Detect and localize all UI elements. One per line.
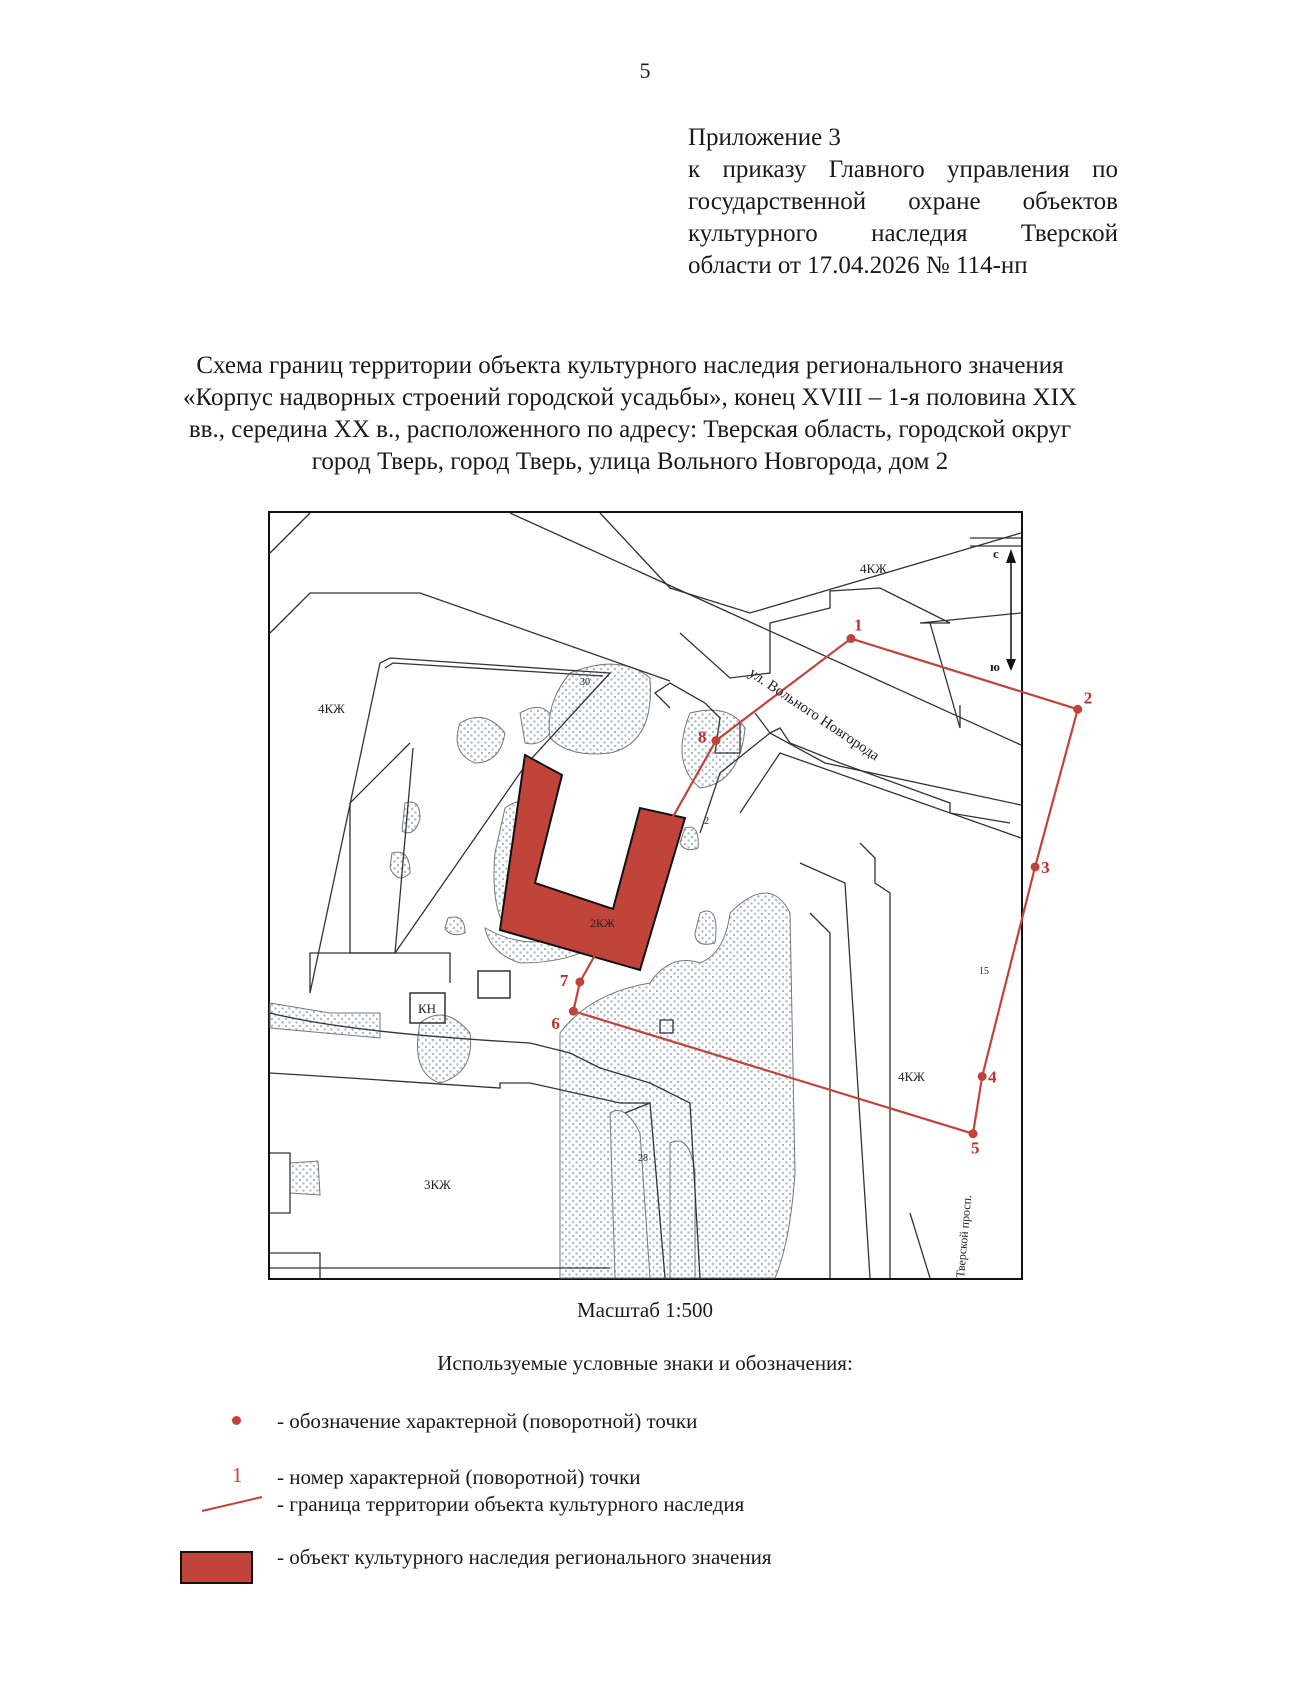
legend-object-swatch bbox=[180, 1551, 253, 1584]
boundary-point-label-2: 2 bbox=[1083, 688, 1093, 708]
boundary-point-4 bbox=[978, 1072, 987, 1081]
legend-object-text: - объект культурного наследия регионального значения bbox=[277, 1545, 772, 1569]
label-kn: КН bbox=[418, 1001, 437, 1016]
appendix-line-2: к приказу Главного управления по bbox=[688, 156, 1118, 183]
boundary-point-8 bbox=[711, 736, 720, 745]
label-house-15: 15 bbox=[979, 966, 989, 977]
label-4kzh-top: 4КЖ bbox=[860, 561, 887, 576]
boundary-point-2 bbox=[1073, 705, 1082, 714]
page-number: 5 bbox=[639, 58, 651, 83]
boundary-point-label-1: 1 bbox=[853, 615, 863, 635]
label-south: ю bbox=[990, 659, 1000, 674]
label-house-28: 28 bbox=[638, 1153, 648, 1164]
appendix-line-1: Приложение 3 bbox=[688, 124, 841, 151]
legend-boundary-text: - граница территории объекта культурного наследия bbox=[277, 1492, 745, 1516]
label-4kzh-left: 4КЖ bbox=[318, 701, 345, 716]
boundary-point-label-4: 4 bbox=[988, 1067, 997, 1087]
greenery-areas bbox=[270, 664, 795, 1278]
legend-number-text: - номер характерной (поворотной) точки bbox=[277, 1465, 641, 1489]
label-house-2: 2 bbox=[704, 816, 709, 827]
boundary-point-1 bbox=[846, 634, 855, 643]
north-arrow bbox=[1006, 549, 1016, 671]
boundary-point-label-6: 6 bbox=[551, 1014, 560, 1034]
legend-point-text: - обозначение характерной (поворотной) точки bbox=[277, 1409, 698, 1433]
label-3kzh: 3КЖ bbox=[424, 1177, 451, 1192]
heritage-object bbox=[500, 755, 685, 970]
appendix-line-4: культурного наследия Тверской bbox=[688, 220, 1118, 247]
legend-point-dot-icon bbox=[232, 1416, 241, 1425]
boundary-point-5 bbox=[968, 1129, 977, 1138]
legend-number-sample: 1 bbox=[232, 1463, 243, 1487]
boundary-point-label-7: 7 bbox=[559, 970, 569, 990]
appendix-block bbox=[688, 122, 1118, 282]
label-street-volnogo-novgoroda: ул. Вольного Новгорода bbox=[745, 665, 883, 765]
label-2kzh: 2КЖ bbox=[590, 916, 615, 930]
label-4kzh-right: 4КЖ bbox=[898, 1069, 925, 1084]
label-street-tverskoy: Тверской просп. bbox=[953, 1194, 975, 1279]
boundary-point-label-8: 8 bbox=[697, 727, 707, 747]
boundary-point-label-5: 5 bbox=[970, 1138, 980, 1158]
map-frame bbox=[268, 511, 1093, 1280]
label-house-30: 30 bbox=[580, 677, 590, 688]
boundary-point-label-3: 3 bbox=[1041, 857, 1050, 877]
boundary-point-7 bbox=[575, 977, 584, 986]
legend-boundary-line-icon bbox=[200, 1495, 264, 1513]
scheme-title: Схема границ территории объекта культурного наследия регионального значения «Корпус надворных строений городской усадьбы», конец XVIII – 1-я половина XIX вв., середина XX в., расположенного по адресу: Тверская область, городской округ город Тверь, город Тверь, улица Вольного Новгорода, дом 2 bbox=[183, 352, 1077, 475]
appendix-line-3: государственной охране объектов bbox=[688, 188, 1118, 215]
label-north: с bbox=[993, 546, 999, 561]
appendix-line-5: области от 17.04.2026 № 114-нп bbox=[688, 252, 1028, 279]
boundary-point-3 bbox=[1031, 862, 1040, 871]
map-scale: Масштаб 1:500 bbox=[576, 1298, 713, 1322]
boundary-point-6 bbox=[569, 1007, 578, 1016]
site-plan-map bbox=[270, 513, 1093, 1279]
legend-title: Используемые условные знаки и обозначения: bbox=[437, 1351, 853, 1375]
